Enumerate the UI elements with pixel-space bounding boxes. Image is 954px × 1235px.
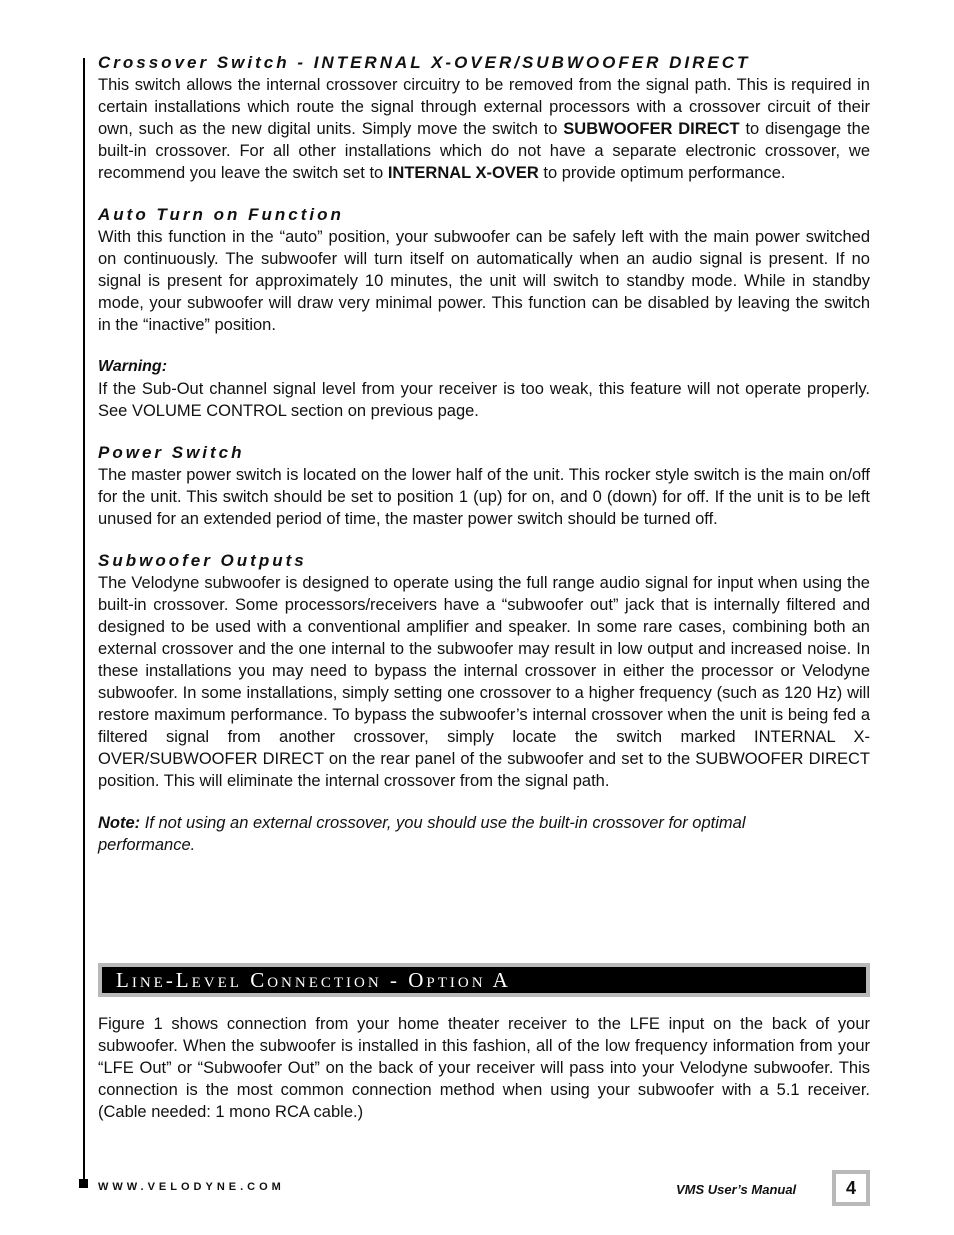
footer-url: WWW.VELODYNE.COM bbox=[98, 1181, 285, 1193]
note-label: Note: bbox=[98, 814, 141, 832]
footer-manual-title: VMS User’s Manual bbox=[676, 1182, 797, 1197]
left-margin-marker bbox=[79, 1179, 88, 1188]
subwoofer-outputs-heading: Subwoofer Outputs bbox=[98, 551, 307, 570]
auto-turn-on-heading: Auto Turn on Function bbox=[98, 205, 344, 224]
warning-text: If the Sub-Out channel signal level from your receiver is too weak, this feature will not operate properly. See VOLUME CONTROL section on previous page. bbox=[98, 380, 870, 420]
subwoofer-direct-term: SUBWOOFER DIRECT bbox=[563, 120, 740, 138]
page-number: 4 bbox=[836, 1174, 866, 1202]
page-number-box bbox=[832, 1170, 870, 1206]
internal-xover-term: INTERNAL X-OVER bbox=[387, 164, 539, 182]
line-level-section bbox=[98, 1013, 870, 1123]
section-banner bbox=[98, 963, 870, 997]
left-margin-rule bbox=[83, 58, 85, 1180]
power-switch-heading: Power Switch bbox=[98, 443, 245, 462]
note-text: If not using an external crossover, you should use the built-in crossover for optimal performance. bbox=[98, 814, 746, 854]
power-switch-text: The master power switch is located on the lower half of the unit. This rocker style switch is the main on/off for the unit. This switch should be set to position 1 (up) for on, and 0 (down) for off. If the unit is to be left unused for an extended period of time, the master power switch should be turned off. bbox=[98, 466, 870, 528]
crossover-switch-heading: Crossover Switch - INTERNAL X-OVER/SUBWOOFER DIRECT bbox=[98, 53, 751, 72]
note-paragraph bbox=[98, 812, 798, 856]
line-level-text: Figure 1 shows connection from your home theater receiver to the LFE input on the back of your subwoofer. When the subwoofer is installed in this fashion, all of the low frequency information from your “LFE Out” or “Subwoofer Out” on the back of your receiver will pass into your Velodyne subwoofer. This connection is the most common connection method when using your subwoofer with a 5.1 receiver. (Cable needed: 1 mono RCA cable.) bbox=[98, 1015, 870, 1121]
banner-title: Line-Level Connection - Option A bbox=[102, 967, 866, 993]
warning-label: Warning: bbox=[98, 358, 168, 375]
main-content bbox=[98, 52, 870, 856]
crossover-switch-text: This switch allows the internal crossover circuitry to be removed from the signal path. This is required in certain installations which route the signal through external processors with a crossover circuit of their own, such as the new digital units. Simply move the switch to SUBWOOFER DIRECT to disengage the built-in crossover. For all other installations which do not have a separate electronic crossover, we recommend you leave the switch set to INTERNAL X-OVER to provide optimum performance. bbox=[98, 76, 870, 182]
auto-turn-on-text: With this function in the “auto” position, your subwoofer can be safely left with the main power switched on continuously. The subwoofer will turn itself on automatically when an audio signal is present. If no signal is present for approximately 10 minutes, the unit will switch to standby mode. While in standby mode, your subwoofer will draw very minimal power. This function can be disabled by leaving the switch in the “inactive” position. bbox=[98, 228, 870, 334]
subwoofer-outputs-text: The Velodyne subwoofer is designed to operate using the full range audio signal for input when using the built-in crossover. Some processors/receivers have a “subwoofer out” jack that is internally filtered and designed to be used with a conventional amplifier and speaker. In some rare cases, combining both an external crossover and the one internal to the subwoofer may result in low output and increased noise. In these installations you may need to bypass the internal crossover in either the processor or Velodyne subwoofer. In some installations, simply setting one crossover to a higher frequency (such as 120 Hz) will restore maximum performance. To bypass the subwoofer’s internal crossover when the unit is being fed a filtered signal from another crossover, simply locate the switch marked INTERNAL X-OVER/SUBWOOFER DIRECT on the rear panel of the subwoofer and set to the SUBWOOFER DIRECT position. This will eliminate the internal crossover from the signal path. bbox=[98, 574, 870, 790]
